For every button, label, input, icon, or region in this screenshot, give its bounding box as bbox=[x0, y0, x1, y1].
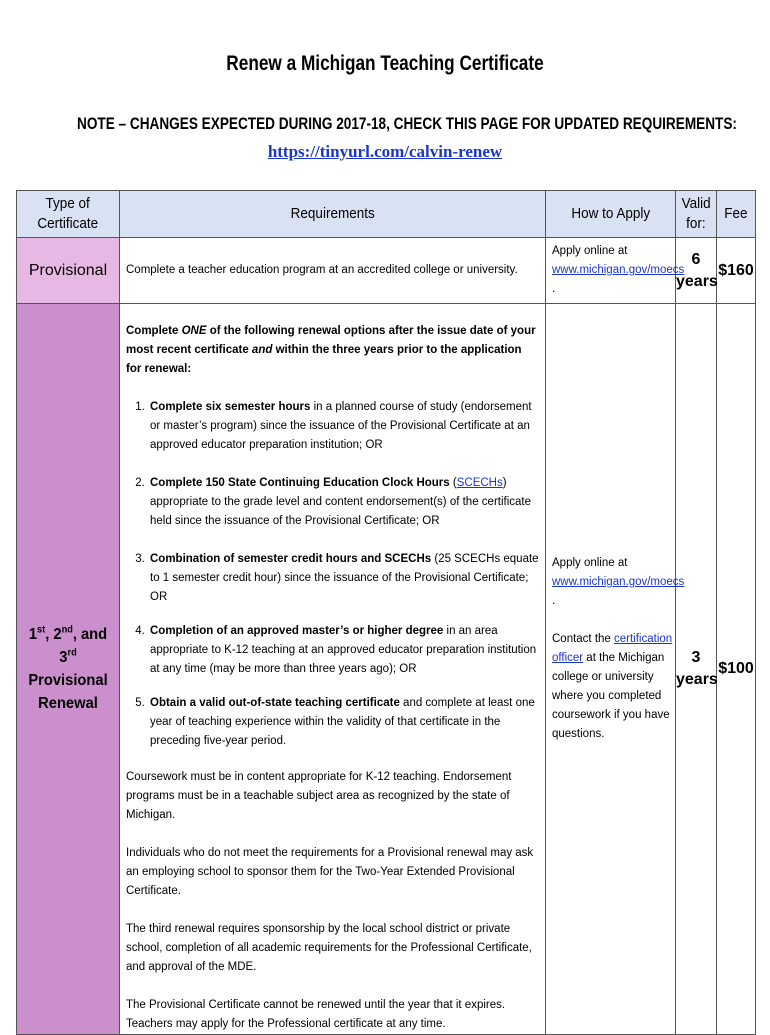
renewal-note-expiry: The Provisional Certificate cannot be renewed until the year that it expires. Teachers may apply for the Professional certificate at any time. bbox=[126, 999, 506, 1030]
renewal-options-list bbox=[126, 398, 539, 751]
renewal-note-sponsor: Individuals who do not meet the requirements for a Provisional renewal may ask an employing school to sponsor them for the Two-Year Extended Provisional Certificate. bbox=[126, 847, 534, 897]
renewal-intro: Complete ONE of the following renewal options after the issue date of your most recent certificate and within the three years prior to the application for renewal: bbox=[126, 325, 536, 375]
contact-text: Contact the certification officer at the Michigan college or university where you completed coursework if you have questions. bbox=[552, 633, 673, 740]
certificate-table bbox=[16, 190, 756, 1035]
renewal-note-coursework: Coursework must be in content appropriate for K-12 teaching. Endorsement programs must be in a teachable subject area as recognized by the state of Michigan. bbox=[126, 771, 512, 821]
moecs-link[interactable]: www.michigan.gov/moecs bbox=[552, 264, 685, 276]
option-3: 3. Combination of semester credit hours and SCECHs (25 SCECHs equate to 1 semester credit hour) since the issuance of the Provisional Certificate; OR bbox=[148, 550, 539, 607]
header-valid: Valid for: bbox=[676, 191, 717, 238]
moecs-link-renewal[interactable]: www.michigan.gov/moecs bbox=[552, 576, 685, 588]
header-how-to-apply: How to Apply bbox=[546, 191, 676, 238]
option-1: 1. Complete six semester hours in a planned course of study (endorsement or master’s program) since the issuance of the Provisional Certificate at an approved educator preparation institution; OR bbox=[148, 398, 539, 455]
renewal-how-to-apply: Apply online at www.michigan.gov/moecs . Contact the certification officer at the Michigan college or university where you completed coursework if you have questions. bbox=[546, 304, 676, 1035]
provisional-type-cell bbox=[17, 238, 120, 304]
option-2: 2. Complete 150 State Continuing Education Clock Hours (SCECHs) appropriate to the grade level and content endorsement(s) of the certificate held since the issuance of the Provisional Certificate; OR bbox=[148, 474, 539, 531]
certification-officer-link[interactable]: certification officer bbox=[552, 633, 673, 664]
scechs-link[interactable]: SCECHs bbox=[456, 477, 503, 489]
header-type: Type of Certificate bbox=[17, 191, 120, 238]
renewal-requirements bbox=[120, 304, 546, 1035]
option-4: 4. Completion of an approved master’s or higher degree in an area appropriate to K-12 teaching at an approved educator preparation institution at any time (may be more than three years ago); OR bbox=[148, 622, 539, 679]
update-note: NOTE – CHANGES EXPECTED DURING 2017-18, CHECK THIS PAGE FOR UPDATED REQUIREMENTS: bbox=[77, 114, 737, 133]
provisional-how-to-apply: Apply online at www.michigan.gov/moecs . bbox=[546, 238, 676, 304]
provisional-requirement: Complete a teacher education program at an accredited college or university. bbox=[120, 238, 546, 304]
renewal-note-third: The third renewal requires sponsorship by the local school district or private school, completion of all academic requirements for the Professional Certificate, and approval of the MDE. bbox=[126, 923, 532, 973]
renewal-type-cell bbox=[17, 304, 120, 1035]
renewal-type-label: 1st, 2nd, and 3rd Provisional Renewal bbox=[28, 624, 108, 712]
provisional-valid: 6 years bbox=[676, 238, 717, 304]
option-5: 5. Obtain a valid out-of-state teaching certificate and complete at least one year of teaching experience within the validity of that certificate in the preceding five-year period. bbox=[148, 694, 539, 751]
update-url-link[interactable]: https://tinyurl.com/calvin-renew bbox=[267, 142, 503, 161]
provisional-fee: $160 bbox=[717, 238, 756, 304]
renewal-fee: $100 bbox=[717, 304, 756, 1035]
header-fee: Fee bbox=[717, 191, 756, 238]
renewal-row bbox=[17, 304, 756, 1035]
page-title: Renew a Michigan Teaching Certificate bbox=[226, 52, 544, 75]
provisional-type-label: Provisional bbox=[28, 261, 108, 279]
provisional-row bbox=[17, 238, 756, 304]
renewal-valid: 3 years bbox=[676, 304, 717, 1035]
header-row bbox=[17, 191, 756, 238]
header-requirements: Requirements bbox=[120, 191, 546, 238]
